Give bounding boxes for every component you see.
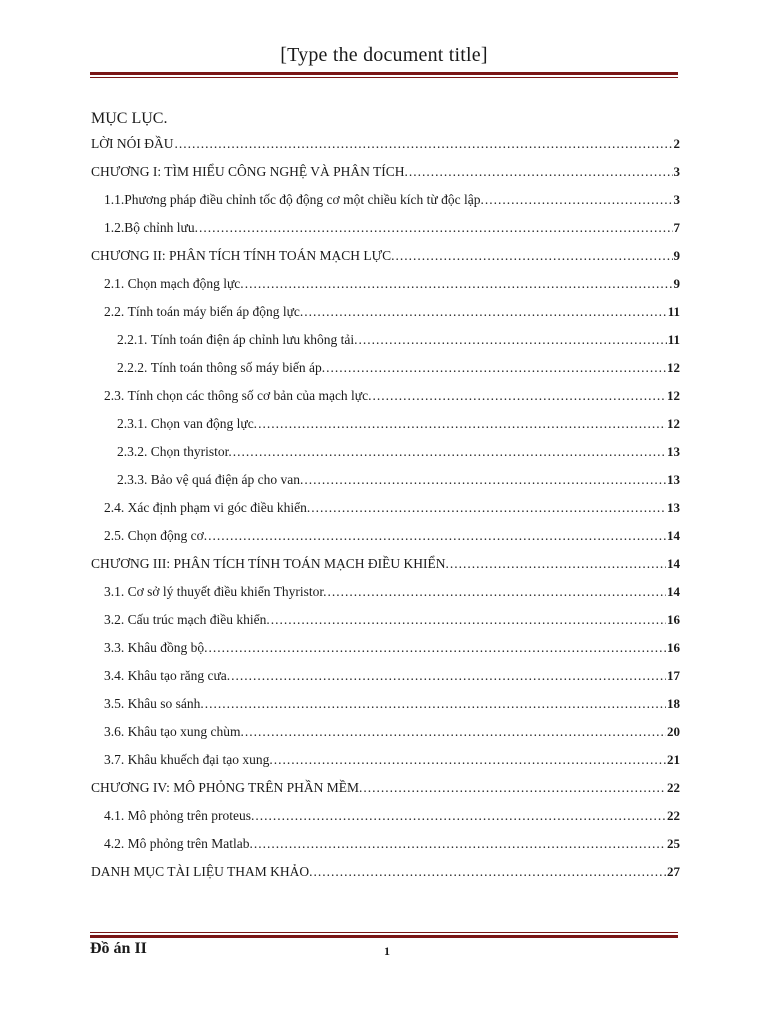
toc-entry-page: 9 [673,276,680,291]
footer-label: Đồ án II [90,940,147,957]
toc-entry-number: 2.3.3. [117,472,148,487]
toc-entry-page: 11 [667,304,680,319]
toc-entry-page: 16 [667,640,680,655]
toc-entry[interactable] [91,494,680,522]
toc-entry-label: CHƯƠNG II: PHÂN TÍCH TÍNH TOÁN MẠCH LỰC. [91,248,395,263]
toc-entry-page: 13 [667,500,680,515]
toc-entry-number: 3.4. [104,668,125,683]
toc-entry[interactable] [91,354,680,382]
toc-entry-label: LỜI NÓI ĐẦU [91,136,174,151]
toc-entry-label: Tính toán máy biến áp động lực. [127,304,304,319]
toc-leader-dots [304,298,666,326]
toc-entry-label: Chọn mạch động lực. [127,276,244,291]
toc-entry-page: 3 [673,164,680,179]
toc-entry[interactable] [91,242,680,270]
toc-entry[interactable] [91,438,680,466]
toc-entry-page: 12 [667,360,680,375]
header-rule [90,72,678,78]
toc-entry-label: Chọn thyristor. [150,444,232,459]
toc-entry[interactable] [91,158,680,186]
toc-entry-label: Phương pháp điều chỉnh tốc độ động cơ một chiều kích từ độc lập. [124,192,484,207]
toc-entry-page: 20 [667,724,680,739]
toc-entry-page: 22 [667,808,680,823]
toc-entry-page: 22 [667,780,680,795]
toc-entry-label: Chọn động cơ. [127,528,208,543]
toc-entry-number: 2.3. [104,388,125,403]
toc-entry-label: Khâu khuếch đại tạo xung. [127,752,273,767]
toc-entry[interactable] [91,326,680,354]
toc-entry-number: 2.2.1. [117,332,148,347]
toc-entry[interactable] [91,718,680,746]
toc-entry[interactable] [91,298,680,326]
toc-entry-number: 2.5. [104,528,125,543]
toc-entry[interactable] [91,550,680,578]
toc-entry-page: 11 [667,332,680,347]
toc-entry-number: 2.3.2. [117,444,148,459]
toc-entry-label: Cơ sở lý thuyết điều khiển Thyristor. [127,584,327,599]
toc-leader-dots [326,354,666,382]
toc-entry-number: 2.1. [104,276,125,291]
toc-entry-label: DANH MỤC TÀI LIỆU THAM KHẢO. [91,864,313,879]
toc-entry[interactable] [91,802,680,830]
toc-entry-number: 3.5. [104,696,125,711]
toc-entry-page: 14 [667,584,680,599]
toc-entry[interactable] [91,214,680,242]
toc-entry-label: Mô phỏng trên Matlab. [127,836,253,851]
toc-entry-label: Bộ chỉnh lưu. [124,220,198,235]
toc-entry-label: Tính toán điện áp chỉnh lưu không tải. [150,332,358,347]
toc-entry-number: 2.2. [104,304,125,319]
toc-leader-dots [314,858,667,886]
toc-entry-label: CHƯƠNG I: TÌM HIỂU CÔNG NGHỆ VÀ PHÂN TÍCH. [91,164,408,179]
toc-entry-number: 3.3. [104,640,125,655]
toc-entry-page: 13 [667,472,680,487]
toc-entry-number: 1.1. [104,192,125,207]
toc-entry-page: 12 [667,388,680,403]
toc-entry-label: Khâu so sánh. [127,696,204,711]
toc-entry-page: 17 [667,668,680,683]
toc-entry[interactable] [91,662,680,690]
toc-entry-page: 18 [667,696,680,711]
toc-leader-dots [271,606,666,634]
toc-entry-page: 14 [667,556,680,571]
toc-entry[interactable] [91,186,680,214]
toc-leader-dots [255,802,666,830]
toc-leader-dots [359,326,667,354]
toc-entry-page: 9 [673,248,680,263]
toc-entry[interactable] [91,466,680,494]
toc-leader-dots [258,410,666,438]
toc-entry-label: Khâu đồng bộ. [127,640,208,655]
footer-page-number: 1 [384,944,390,958]
toc-entry-label: Bảo vệ quá điện áp cho van. [150,472,304,487]
footer-rule [90,932,678,938]
toc-entry-number: 3.2. [104,612,125,627]
toc-entry-page: 12 [667,416,680,431]
toc-entry-label: CHƯƠNG III: PHÂN TÍCH TÍNH TOÁN MẠCH ĐIỀU KHIỂN. [91,556,449,571]
toc-entry[interactable] [91,858,680,886]
toc-leader-dots [209,634,667,662]
toc-entry[interactable] [91,522,680,550]
toc-leader-dots [205,690,666,718]
toc-entry-page: 21 [667,752,680,767]
toc-entry-page: 7 [673,220,680,235]
toc-leader-dots [199,214,673,242]
toc-leader-dots [233,438,666,466]
toc-entry-label: Chọn van động lực. [150,416,258,431]
toc-leader-dots [174,130,672,158]
toc-leader-dots [373,382,667,410]
toc-entry[interactable] [91,606,680,634]
toc-leader-dots [363,774,666,802]
toc-entry-label: Khâu tạo răng cưa. [127,668,231,683]
toc-entry[interactable] [91,830,680,858]
toc-entry-label: CHƯƠNG IV: MÔ PHỎNG TRÊN PHẦN MỀM. [91,780,363,795]
toc-entry-page: 25 [667,836,680,851]
toc-heading: MỤC LỤC. [91,110,168,127]
toc-entry-page: 13 [667,444,680,459]
toc-entry-number: 2.2.2. [117,360,148,375]
toc-entry-label: Tính chọn các thông số cơ bản của mạch lực. [127,388,372,403]
toc-leader-dots [208,522,666,550]
toc-leader-dots [245,270,673,298]
toc-entry-label: Cấu trúc mạch điều khiển. [127,612,270,627]
toc-leader-dots [254,830,666,858]
toc-entry[interactable] [91,130,680,158]
toc-entry[interactable] [91,270,680,298]
toc-leader-dots [311,494,666,522]
toc-entry[interactable] [91,634,680,662]
toc-leader-dots [304,466,666,494]
toc-leader-dots [231,662,666,690]
toc-entry-number: 3.7. [104,752,125,767]
toc-entry-page: 3 [673,192,680,207]
toc-entry-page: 2 [673,136,680,151]
toc-entry-label: Mô phỏng trên proteus. [127,808,255,823]
toc-leader-dots [450,550,666,578]
toc-entry[interactable] [91,690,680,718]
toc-entry-number: 2.4. [104,500,125,515]
toc-entry-number: 3.6. [104,724,125,739]
table-of-contents [91,130,680,886]
toc-entry-page: 16 [667,612,680,627]
toc-leader-dots [409,158,673,186]
toc-entry-label: Tính toán thông số máy biến áp. [150,360,326,375]
toc-entry-number: 1.2. [104,220,125,235]
toc-entry-page: 27 [667,864,680,879]
toc-entry-number: 3.1. [104,584,125,599]
toc-entry-page: 14 [667,528,680,543]
toc-entry[interactable] [91,410,680,438]
toc-leader-dots [485,186,673,214]
toc-entry[interactable] [91,774,680,802]
toc-entry[interactable] [91,578,680,606]
document-title: [Type the document title] [280,44,488,66]
toc-entry[interactable] [91,382,680,410]
toc-entry[interactable] [91,746,680,774]
toc-entry-label: Xác định phạm vi góc điều khiển. [127,500,311,515]
toc-leader-dots [395,242,672,270]
toc-entry-number: 4.2. [104,836,125,851]
toc-entry-number: 4.1. [104,808,125,823]
toc-entry-label: Khâu tạo xung chùm. [127,724,244,739]
toc-leader-dots [328,578,666,606]
toc-entry-number: 2.3.1. [117,416,148,431]
toc-leader-dots [245,718,666,746]
toc-leader-dots [274,746,666,774]
